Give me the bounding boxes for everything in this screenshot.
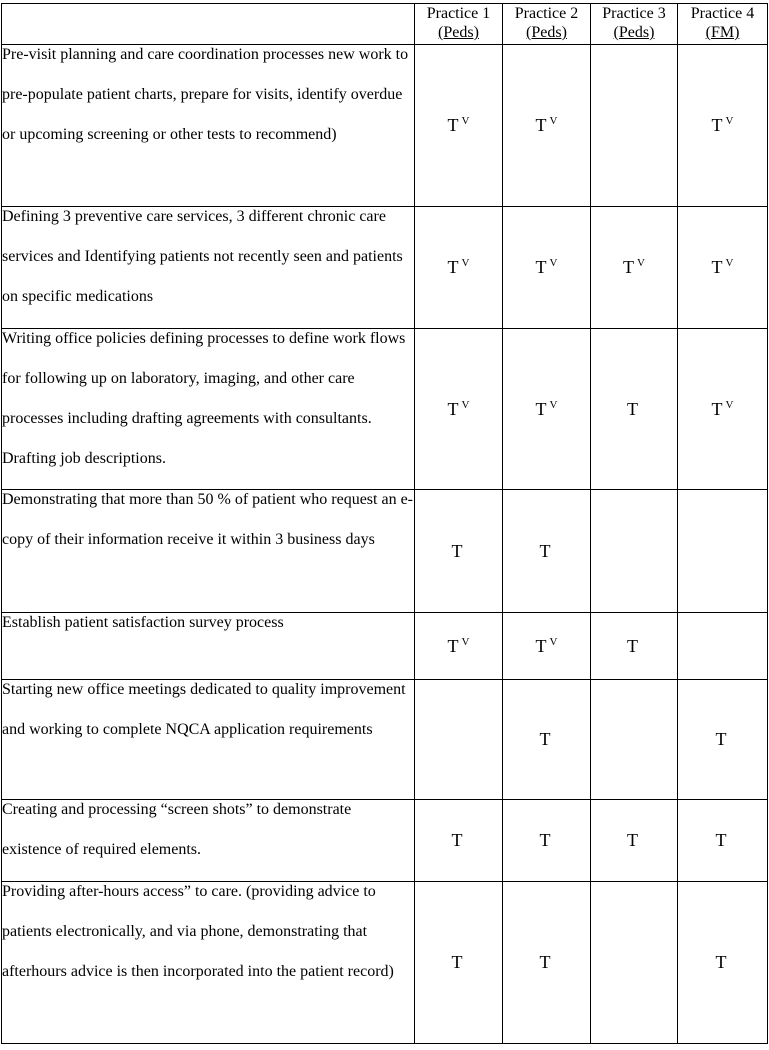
mark: T	[623, 257, 635, 277]
mark-cell	[678, 45, 768, 207]
mark-cell	[591, 882, 678, 1044]
mark-cell	[503, 329, 591, 490]
row-description: Writing office policies defining processes to define work flows for following up on laboratory, imaging, and other care processes including drafting agreements with consultants. Drafting job descriptions.	[2, 330, 406, 467]
mark: T	[447, 398, 459, 419]
row-description: Providing after-hours access” to care. (providing advice to patients electronically, and via phone, demonstrating that afterhours advice is then incorporated into the patient record)	[2, 883, 394, 980]
mark: T	[535, 257, 547, 277]
practice-task-table	[1, 3, 768, 1044]
mark-sup: V	[461, 635, 470, 648]
mark: T	[711, 398, 723, 419]
mark: T	[715, 830, 727, 850]
mark: T	[451, 540, 463, 561]
header-practice-4	[678, 4, 768, 45]
mark-cell	[591, 45, 678, 207]
mark-sup: V	[725, 398, 734, 411]
mark: T	[451, 952, 463, 972]
table-row	[2, 882, 768, 1044]
mark: T	[715, 729, 727, 749]
mark-cell	[503, 45, 591, 207]
header-title: Practice 2	[514, 5, 579, 22]
mark-cell	[591, 207, 678, 329]
mark-sup: V	[461, 115, 470, 127]
header-subtitle: (Peds)	[438, 24, 479, 41]
mark-sup: V	[725, 257, 734, 269]
table-row	[2, 207, 768, 329]
row-description: Creating and processing “screen shots” to demonstrate existence of required elements.	[2, 801, 352, 858]
mark-sup: V	[549, 635, 558, 648]
mark-cell	[503, 800, 591, 882]
mark: T	[627, 398, 638, 419]
mark-cell	[678, 680, 768, 800]
mark-sup: V	[637, 257, 645, 269]
mark-cell	[678, 490, 768, 613]
header-practice-1	[415, 4, 503, 45]
row-description-cell	[2, 207, 415, 329]
row-description-cell	[2, 680, 415, 800]
mark-cell	[678, 800, 768, 882]
header-practice-3	[591, 4, 678, 45]
header-subtitle: (FM)	[705, 24, 740, 41]
mark-cell	[503, 207, 591, 329]
row-description: Starting new office meetings dedicated to quality improvement and working to complete NQCA application requirements	[2, 681, 406, 738]
header-title: Practice 3	[602, 5, 666, 22]
mark: T	[711, 257, 723, 277]
mark-sup: V	[725, 115, 734, 127]
table-row	[2, 329, 768, 490]
row-description-cell	[2, 882, 415, 1044]
mark-cell	[415, 882, 503, 1044]
mark-cell	[678, 882, 768, 1044]
row-description: Pre-visit planning and care coordination processes new work to pre-populate patient charts, prepare for visits, identify overdue or upcoming screening or other tests to recommend)	[2, 46, 409, 143]
mark-cell	[678, 207, 768, 329]
row-description-cell	[2, 45, 415, 207]
header-title: Practice 4	[690, 5, 755, 22]
mark: T	[627, 830, 638, 850]
mark: T	[539, 830, 551, 850]
table-row	[2, 45, 768, 207]
table-row	[2, 490, 768, 613]
mark: T	[627, 635, 638, 656]
mark: T	[711, 115, 723, 135]
mark-sup: V	[461, 398, 470, 411]
mark: T	[535, 398, 547, 419]
mark-cell	[415, 329, 503, 490]
mark: T	[451, 830, 463, 850]
mark: T	[539, 729, 551, 749]
row-description: Demonstrating that more than 50 % of patient who request an e-copy of their information receive it within 3 business days	[2, 491, 413, 548]
mark: T	[539, 540, 551, 561]
row-description-cell	[2, 800, 415, 882]
row-description: Establish patient satisfaction survey process	[2, 614, 284, 631]
mark-cell	[678, 613, 768, 680]
mark: T	[535, 115, 547, 135]
mark: T	[535, 635, 547, 656]
mark-sup: V	[549, 257, 558, 269]
mark: T	[447, 115, 459, 135]
mark: T	[715, 952, 727, 972]
mark-cell	[503, 613, 591, 680]
mark-cell	[591, 680, 678, 800]
mark-cell	[503, 490, 591, 613]
mark: T	[447, 635, 459, 656]
mark-cell	[415, 680, 503, 800]
table-row	[2, 680, 768, 800]
header-subtitle: (Peds)	[526, 24, 567, 41]
mark-sup: V	[549, 398, 558, 411]
mark-sup: V	[549, 115, 558, 127]
mark-cell	[591, 800, 678, 882]
mark-cell	[591, 490, 678, 613]
mark-cell	[591, 329, 678, 490]
mark: T	[539, 952, 551, 972]
mark-cell	[503, 680, 591, 800]
header-subtitle: (Peds)	[613, 24, 655, 41]
mark-cell	[503, 882, 591, 1044]
mark-cell	[415, 207, 503, 329]
mark-cell	[415, 45, 503, 207]
row-description-cell	[2, 490, 415, 613]
mark-cell	[678, 329, 768, 490]
mark-cell	[415, 800, 503, 882]
mark-cell	[415, 490, 503, 613]
header-practice-2	[503, 4, 591, 45]
mark-cell	[591, 613, 678, 680]
row-description: Defining 3 preventive care services, 3 different chronic care services and Identifying patients not recently seen and patients on specific medications	[2, 208, 403, 305]
table-row	[2, 800, 768, 882]
mark-sup: V	[461, 257, 470, 269]
mark-cell	[415, 613, 503, 680]
header-title: Practice 1	[426, 5, 491, 22]
row-description-cell	[2, 329, 415, 490]
mark: T	[447, 257, 459, 277]
